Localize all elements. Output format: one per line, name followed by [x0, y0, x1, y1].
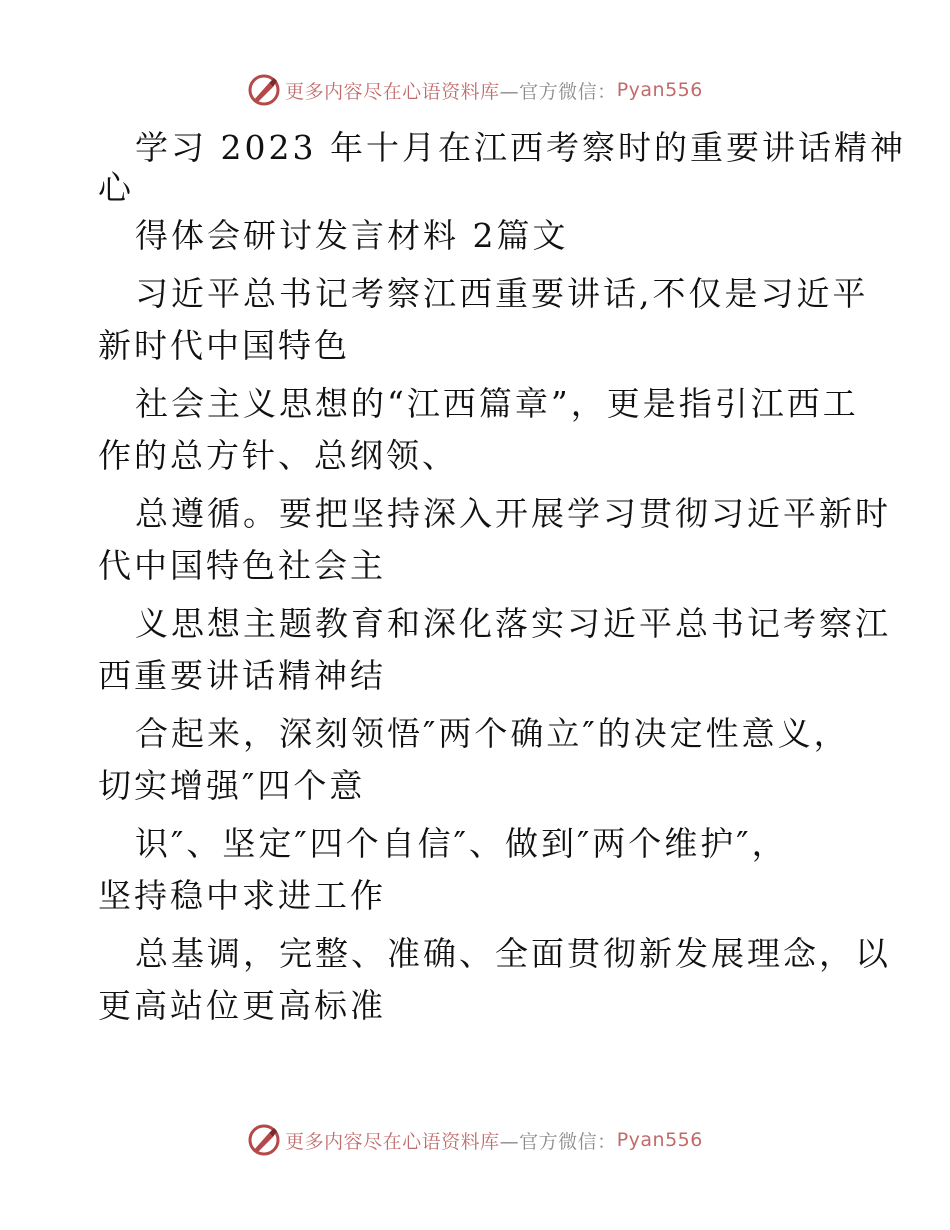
paragraph-line-6-wrap: 西重要讲话精神结 — [98, 656, 386, 695]
paragraph-line-3: 习近平总书记考察江西重要讲话,不仅是习近平 — [135, 274, 869, 313]
pen-logo-icon — [247, 73, 281, 107]
title-line-2: 得体会研讨发言材料 2篇文 — [135, 216, 569, 255]
footer-watermark — [0, 1120, 950, 1160]
watermark-wechat-label: —官方微信： — [499, 1130, 617, 1153]
paragraph-line-8-wrap: 坚持稳中求进工作 — [98, 876, 386, 915]
watermark-wechat-id: Pyan556 — [616, 1129, 703, 1151]
paragraph-line-7-wrap: 切实增强″四个意 — [98, 766, 366, 805]
paragraph-line-6: 义思想主题教育和深化落实习近平总书记考察江 — [135, 604, 891, 643]
paragraph-line-5-wrap: 代中国特色社会主 — [98, 546, 386, 585]
watermark-title: 更多内容尽在心语资料库 — [285, 1130, 500, 1153]
watermark-wechat-id: Pyan556 — [616, 79, 703, 101]
paragraph-line-3-wrap: 新时代中国特色 — [98, 326, 350, 365]
watermark-title: 更多内容尽在心语资料库 — [285, 80, 500, 103]
paragraph-line-4: 社会主义思想的“江西篇章”，更是指引江西工 — [135, 384, 859, 423]
document-body — [0, 122, 950, 1032]
pen-logo-icon — [247, 1123, 281, 1157]
paragraph-line-4-wrap: 作的总方针、总纲领、 — [98, 436, 458, 475]
paragraph-line-9-wrap: 更高站位更高标准 — [98, 986, 386, 1025]
paragraph-line-9: 总基调，完整、准确、全面贯彻新发展理念，以 — [135, 934, 891, 973]
watermark-wechat-label: —官方微信： — [499, 80, 617, 103]
paragraph-line-8: 识″、坚定″四个自信″、做到″两个维护″， — [135, 824, 788, 863]
title-line-1: 学习 2023 年十月在江西考察时的重要讲话精神 — [135, 128, 906, 167]
paragraph-line-7: 合起来，深刻领悟″两个确立″的决定性意义， — [135, 714, 850, 753]
paragraph-line-5: 总遵循。要把坚持深入开展学习贯彻习近平新时 — [135, 494, 891, 533]
header-watermark — [0, 70, 950, 110]
title-line-1-wrap: 心 — [98, 168, 134, 207]
